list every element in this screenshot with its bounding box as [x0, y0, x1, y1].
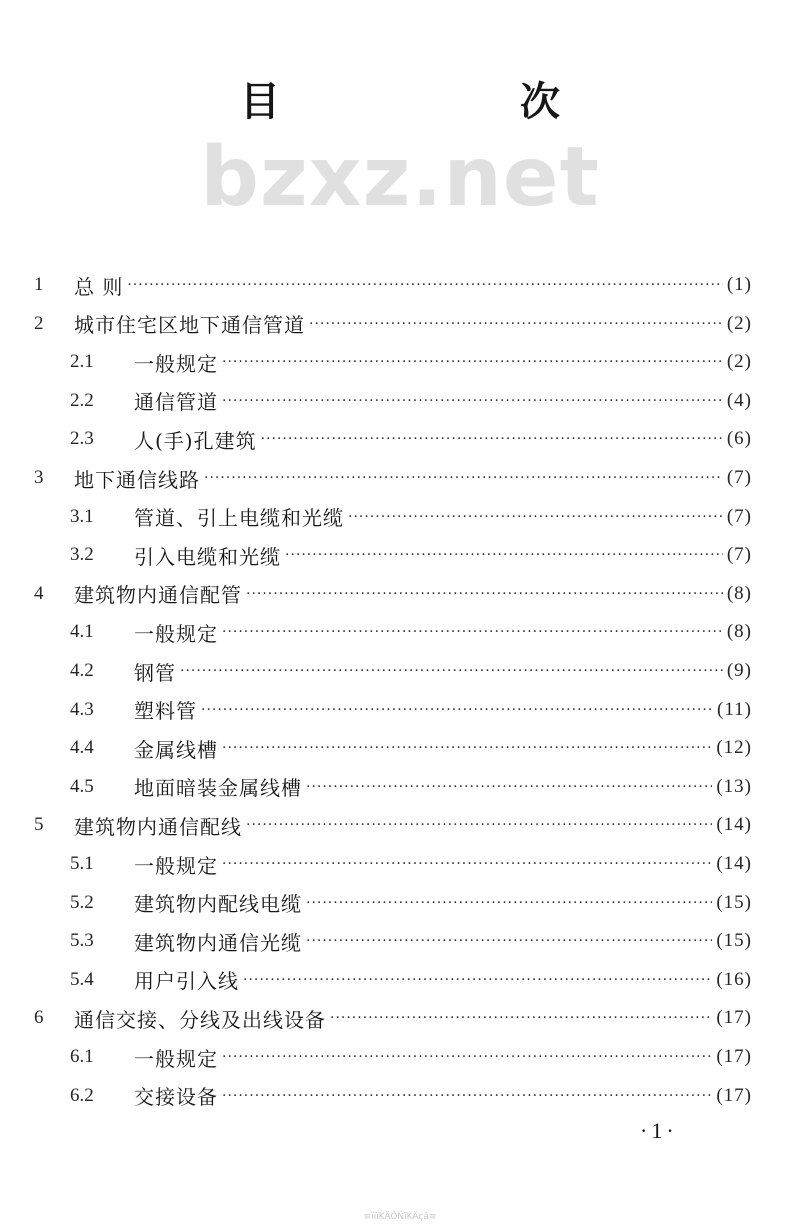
- toc-entry-page: (12): [716, 737, 752, 759]
- toc-entry-number: 6: [34, 1007, 44, 1029]
- toc-entry-page: (8): [726, 621, 752, 643]
- toc-entry-number: 4.4: [70, 737, 94, 759]
- toc-entry-number: 6.1: [70, 1046, 94, 1067]
- toc-entry-page: (13): [716, 775, 752, 797]
- toc-entry-page: (17): [716, 1007, 752, 1029]
- toc-entry-page: (2): [726, 312, 752, 334]
- toc-entry-number: 3.1: [70, 505, 94, 527]
- toc-leader-dots: [127, 277, 722, 293]
- toc-entry-number: 2.3: [70, 428, 94, 450]
- toc-entry-label: 总 则: [74, 274, 124, 299]
- toc-entry: [70, 652, 752, 690]
- toc-entry-label: 引入电缆和光缆: [134, 544, 281, 569]
- toc-entry-label: 建筑物内通信光缆: [134, 930, 302, 955]
- toc-entry-label: 塑料管: [134, 699, 197, 724]
- toc-entry-number: 4.1: [70, 621, 94, 643]
- toc-entry-page: (4): [726, 389, 752, 411]
- toc-entry-page: (6): [726, 428, 752, 450]
- toc-entry-page: (2): [726, 351, 752, 373]
- toc-entry-number: 5: [34, 814, 44, 836]
- toc-entry: [70, 729, 752, 767]
- toc-entry-label: 通信交接、分线及出线设备: [74, 1007, 326, 1032]
- toc-entry-number: 2: [34, 312, 44, 334]
- toc-entry-page: (7): [726, 505, 752, 527]
- page-title: 目 次: [240, 79, 660, 125]
- toc-entry: [70, 382, 752, 420]
- toc-entry: [70, 1077, 752, 1115]
- toc-entry-page: (17): [716, 1084, 752, 1106]
- watermark: bzxz.net: [200, 130, 600, 225]
- toc-leader-dots: [222, 354, 723, 370]
- toc-entry: [70, 498, 752, 536]
- toc-entry-label: 建筑物内通信配管: [74, 583, 242, 608]
- toc-entry-number: 6.2: [70, 1084, 94, 1106]
- toc-entry-page: (15): [716, 891, 752, 913]
- toc-entry-number: 3: [34, 467, 44, 488]
- toc-entry: [34, 806, 752, 844]
- toc-entry: [70, 613, 752, 651]
- toc-leader-dots: [330, 1010, 712, 1026]
- toc-entry-page: (9): [726, 660, 752, 681]
- toc-entry: [70, 922, 752, 960]
- toc-leader-dots: [306, 895, 712, 911]
- toc-leader-dots: [306, 933, 712, 949]
- toc-entry-page: (17): [716, 1046, 752, 1067]
- toc-entry-number: 4.5: [70, 775, 94, 797]
- toc-leader-dots: [261, 431, 723, 447]
- toc-entry-page: (14): [716, 814, 752, 836]
- toc-entry-label: 一般规定: [134, 351, 218, 376]
- toc-entry-label: 金属线槽: [134, 737, 218, 762]
- toc-entry-label: 一般规定: [134, 1046, 218, 1071]
- toc-leader-dots: [222, 624, 723, 640]
- toc-entry-page: (14): [716, 853, 752, 874]
- toc-entry: [34, 459, 752, 497]
- toc-leader-dots: [180, 663, 723, 679]
- toc-leader-dots: [246, 586, 723, 602]
- toc-entry-page: (8): [726, 582, 752, 604]
- toc-leader-dots: [222, 393, 723, 409]
- toc-entry-page: (1): [726, 274, 752, 295]
- toc-entry-number: 5.4: [70, 968, 94, 990]
- toc-entry-label: 人(手)孔建筑: [134, 428, 257, 453]
- toc-leader-dots: [201, 702, 713, 718]
- toc-entry-label: 建筑物内配线电缆: [134, 892, 302, 917]
- toc-leader-dots: [246, 817, 712, 833]
- toc-entry-label: 一般规定: [134, 621, 218, 646]
- toc-entry-label: 通信管道: [134, 390, 218, 415]
- toc-entry: [34, 266, 752, 304]
- toc-entry: [70, 420, 752, 458]
- footer-text: ≡ïïïKÄÕÑïKÄçã≡: [363, 1212, 437, 1222]
- toc-entry-number: 4: [34, 582, 44, 604]
- toc-leader-dots: [285, 547, 723, 563]
- toc-entry-label: 建筑物内通信配线: [74, 814, 242, 839]
- toc-entry-number: 5.1: [70, 853, 94, 874]
- toc-entry: [70, 961, 752, 999]
- toc-entry-label: 地面暗装金属线槽: [134, 776, 302, 801]
- toc-entry-number: 2.2: [70, 389, 94, 411]
- toc-entry-number: 4.2: [70, 660, 94, 681]
- toc-leader-dots: [204, 470, 723, 486]
- toc-entry: [34, 305, 752, 343]
- toc-entry: [70, 691, 752, 729]
- toc-leader-dots: [243, 972, 712, 988]
- toc-entry-label: 城市住宅区地下通信管道: [74, 313, 305, 338]
- toc-entry-number: 1: [34, 274, 44, 295]
- page-number: ·1·: [640, 1118, 678, 1143]
- toc-entry-label: 用户引入线: [134, 969, 239, 994]
- toc-leader-dots: [222, 856, 712, 872]
- toc-entry: [34, 999, 752, 1037]
- toc-entry: [70, 536, 752, 574]
- toc-leader-dots: [306, 779, 712, 795]
- toc-entry-page: (16): [716, 968, 752, 990]
- toc-entry-page: (15): [716, 930, 752, 952]
- toc-leader-dots: [309, 316, 723, 332]
- toc-entry-number: 3.2: [70, 544, 94, 566]
- toc-entry-label: 钢管: [134, 660, 176, 685]
- toc-entry: [70, 845, 752, 883]
- toc-entry: [70, 343, 752, 381]
- toc-entry-number: 2.1: [70, 351, 94, 373]
- toc-entry-number: 5.2: [70, 891, 94, 913]
- toc-leader-dots: [222, 740, 712, 756]
- toc-entry-page: (11): [717, 698, 752, 720]
- toc-leader-dots: [222, 1088, 712, 1104]
- toc-entry: [70, 884, 752, 922]
- toc-entry-label: 地下通信线路: [74, 467, 200, 492]
- toc-entry: [70, 1038, 752, 1076]
- toc-entry: [70, 768, 752, 806]
- toc-entry-page: (7): [726, 467, 752, 488]
- toc-entry-label: 一般规定: [134, 853, 218, 878]
- toc-entry-number: 5.3: [70, 930, 94, 952]
- toc-entry: [34, 575, 752, 613]
- toc-entry-page: (7): [726, 544, 752, 566]
- toc-leader-dots: [222, 1049, 712, 1065]
- toc-entry-label: 交接设备: [134, 1085, 218, 1110]
- toc-leader-dots: [348, 509, 723, 525]
- toc-entry-number: 4.3: [70, 698, 94, 720]
- toc-entry-label: 管道、引上电缆和光缆: [134, 506, 344, 531]
